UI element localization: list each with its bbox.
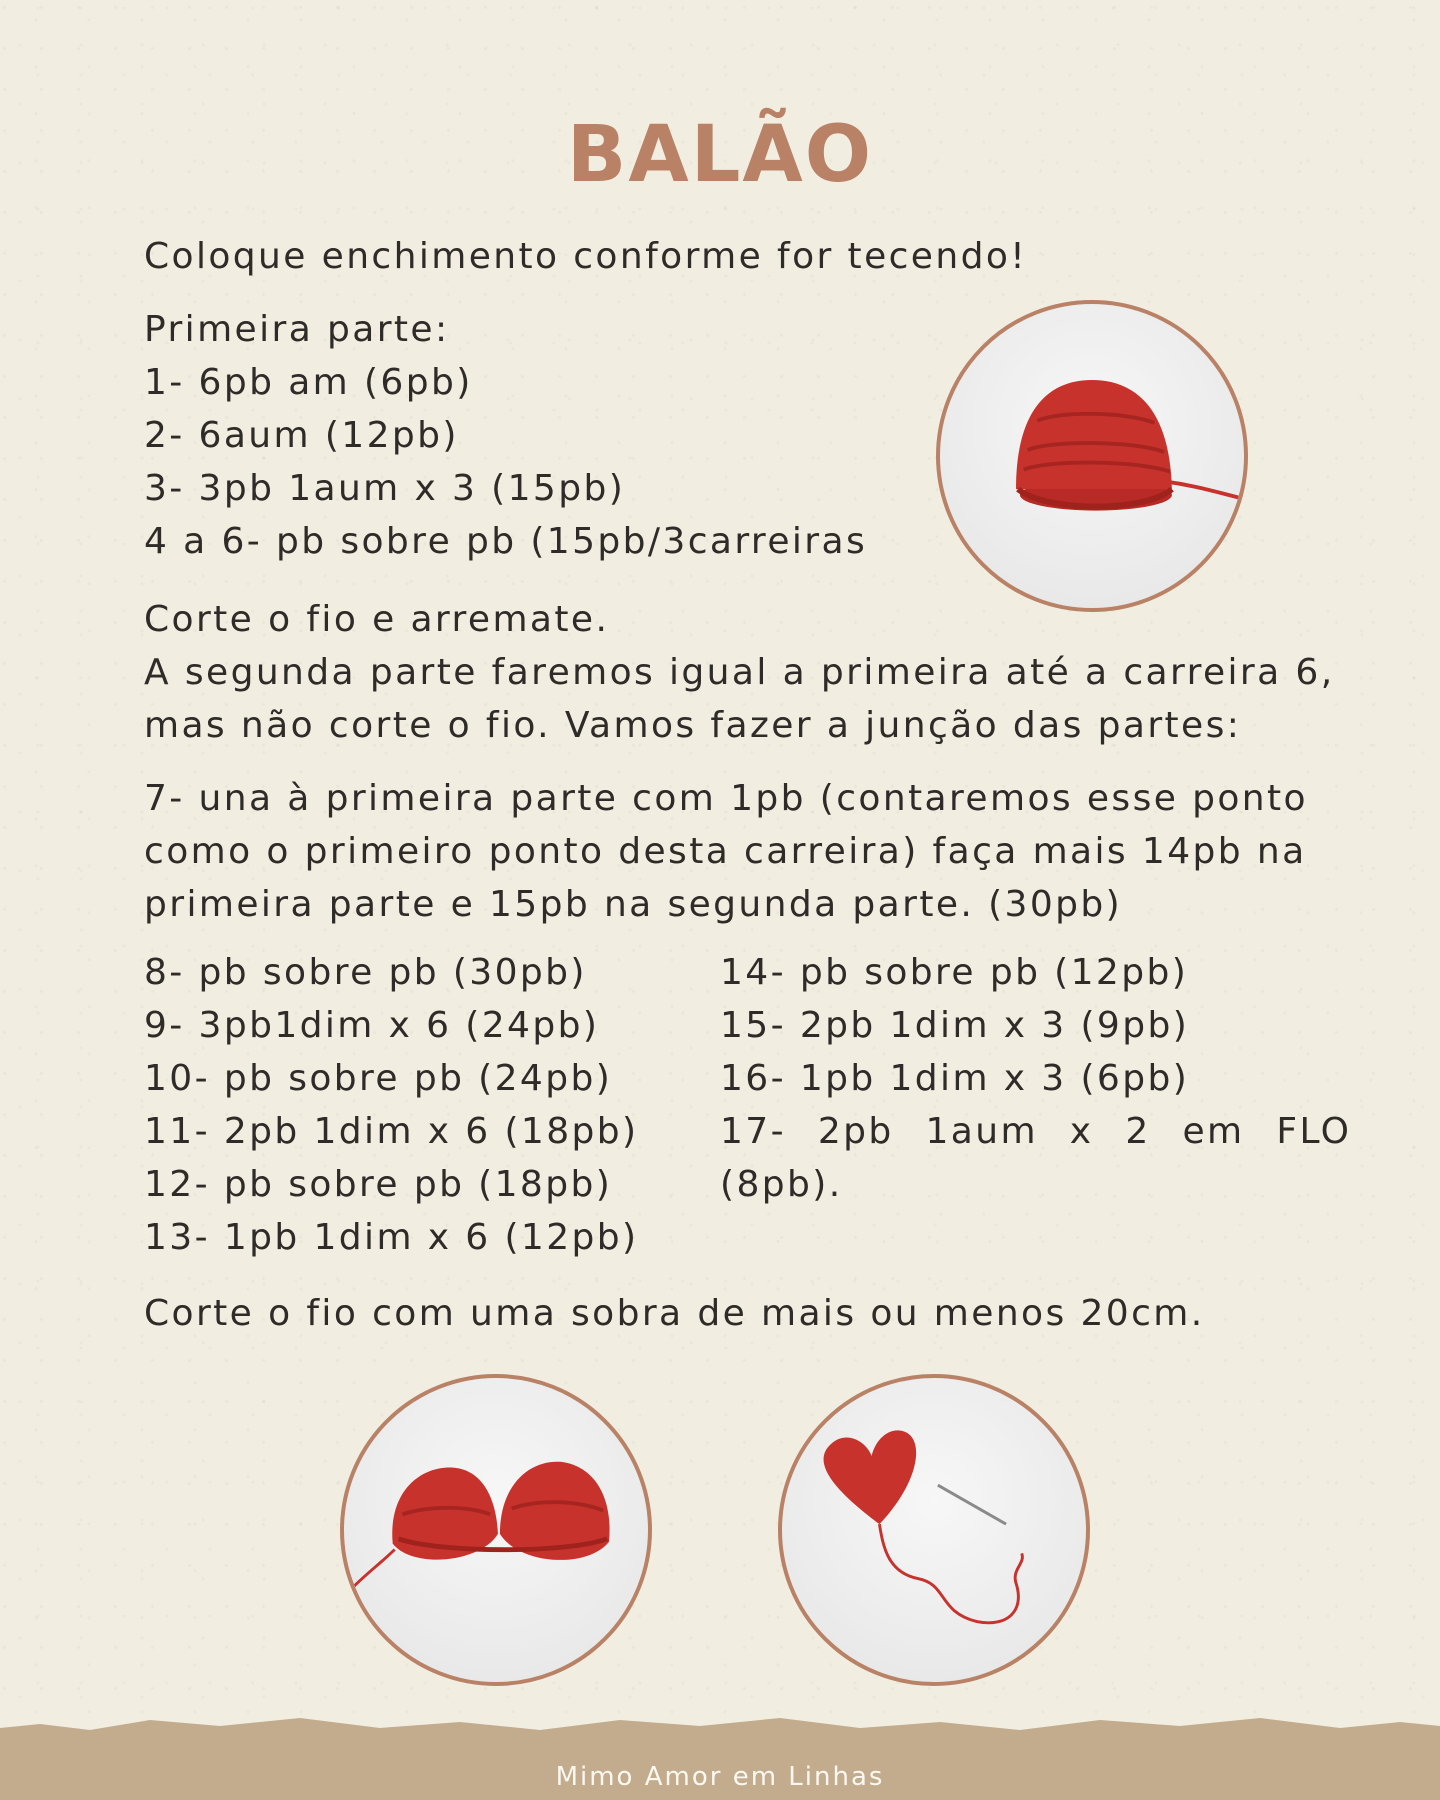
pattern-row: 10- pb sobre pb (24pb) <box>144 1058 613 1099</box>
rows-right-column <box>720 946 1352 1211</box>
pattern-row: (8pb). <box>720 1164 843 1205</box>
footer-band <box>0 1710 1440 1800</box>
page-title: BALÃO <box>566 110 874 200</box>
pattern-row: 8- pb sobre pb (30pb) <box>144 952 587 993</box>
pattern-row: 2- 6aum (12pb) <box>144 415 459 456</box>
photo-finished-balloon <box>778 1374 1090 1686</box>
photo-joined-parts <box>340 1374 652 1686</box>
pattern-row: 11- 2pb 1dim x 6 (18pb) <box>144 1111 639 1152</box>
join-line <box>144 772 1308 825</box>
footer-brand: Mimo Amor em Linhas <box>555 1762 885 1792</box>
crochet-dome-image <box>940 304 1244 608</box>
pattern-row: 16- 1pb 1dim x 3 (6pb) <box>720 1058 1190 1099</box>
pattern-row: 12- pb sobre pb (18pb) <box>144 1164 613 1205</box>
paragraph-line: como o primeiro ponto desta carreira) faça mais 14pb na <box>144 831 1307 872</box>
photo-first-part <box>936 300 1248 612</box>
second-part-block <box>144 646 1335 699</box>
crochet-heart-balloon-image <box>782 1378 1086 1682</box>
pattern-row: 3- 3pb 1aum x 3 (15pb) <box>144 468 626 509</box>
first-part-block <box>144 303 867 568</box>
crochet-two-domes-image <box>344 1378 648 1682</box>
paragraph-line: mas não corte o fio. Vamos fazer a junção das partes: <box>144 705 1242 746</box>
first-part-heading: Primeira parte: <box>144 309 450 350</box>
paragraph-line: primeira parte e 15pb na segunda parte. (30pb) <box>144 884 1123 925</box>
pattern-row: 9- 3pb1dim x 6 (24pb) <box>144 1005 600 1046</box>
intro-text: Coloque enchimento conforme for tecendo! <box>144 236 1028 277</box>
pattern-row: 1- 6pb am (6pb) <box>144 362 473 403</box>
join-line <box>144 825 1307 878</box>
rows-left-column <box>144 946 638 1264</box>
paragraph-line: 7- una à primeira parte com 1pb (contaremos esse ponto <box>144 778 1308 819</box>
pattern-row: 14- pb sobre pb (12pb) <box>720 952 1189 993</box>
finish-first-part: Corte o fio e arremate. <box>144 599 610 640</box>
pattern-row: 13- 1pb 1dim x 6 (12pb) <box>144 1217 639 1258</box>
finish-second-part: Corte o fio com uma sobra de mais ou menos 20cm. <box>144 1293 1205 1334</box>
pattern-row: 15- 2pb 1dim x 3 (9pb) <box>720 1005 1190 1046</box>
pattern-row: 4 a 6- pb sobre pb (15pb/3carreiras <box>144 521 868 562</box>
paragraph-line: A segunda parte faremos igual a primeira até a carreira 6, <box>144 652 1335 693</box>
pattern-row: 17- 2pb 1aum x 2 em FLO <box>720 1111 1352 1152</box>
